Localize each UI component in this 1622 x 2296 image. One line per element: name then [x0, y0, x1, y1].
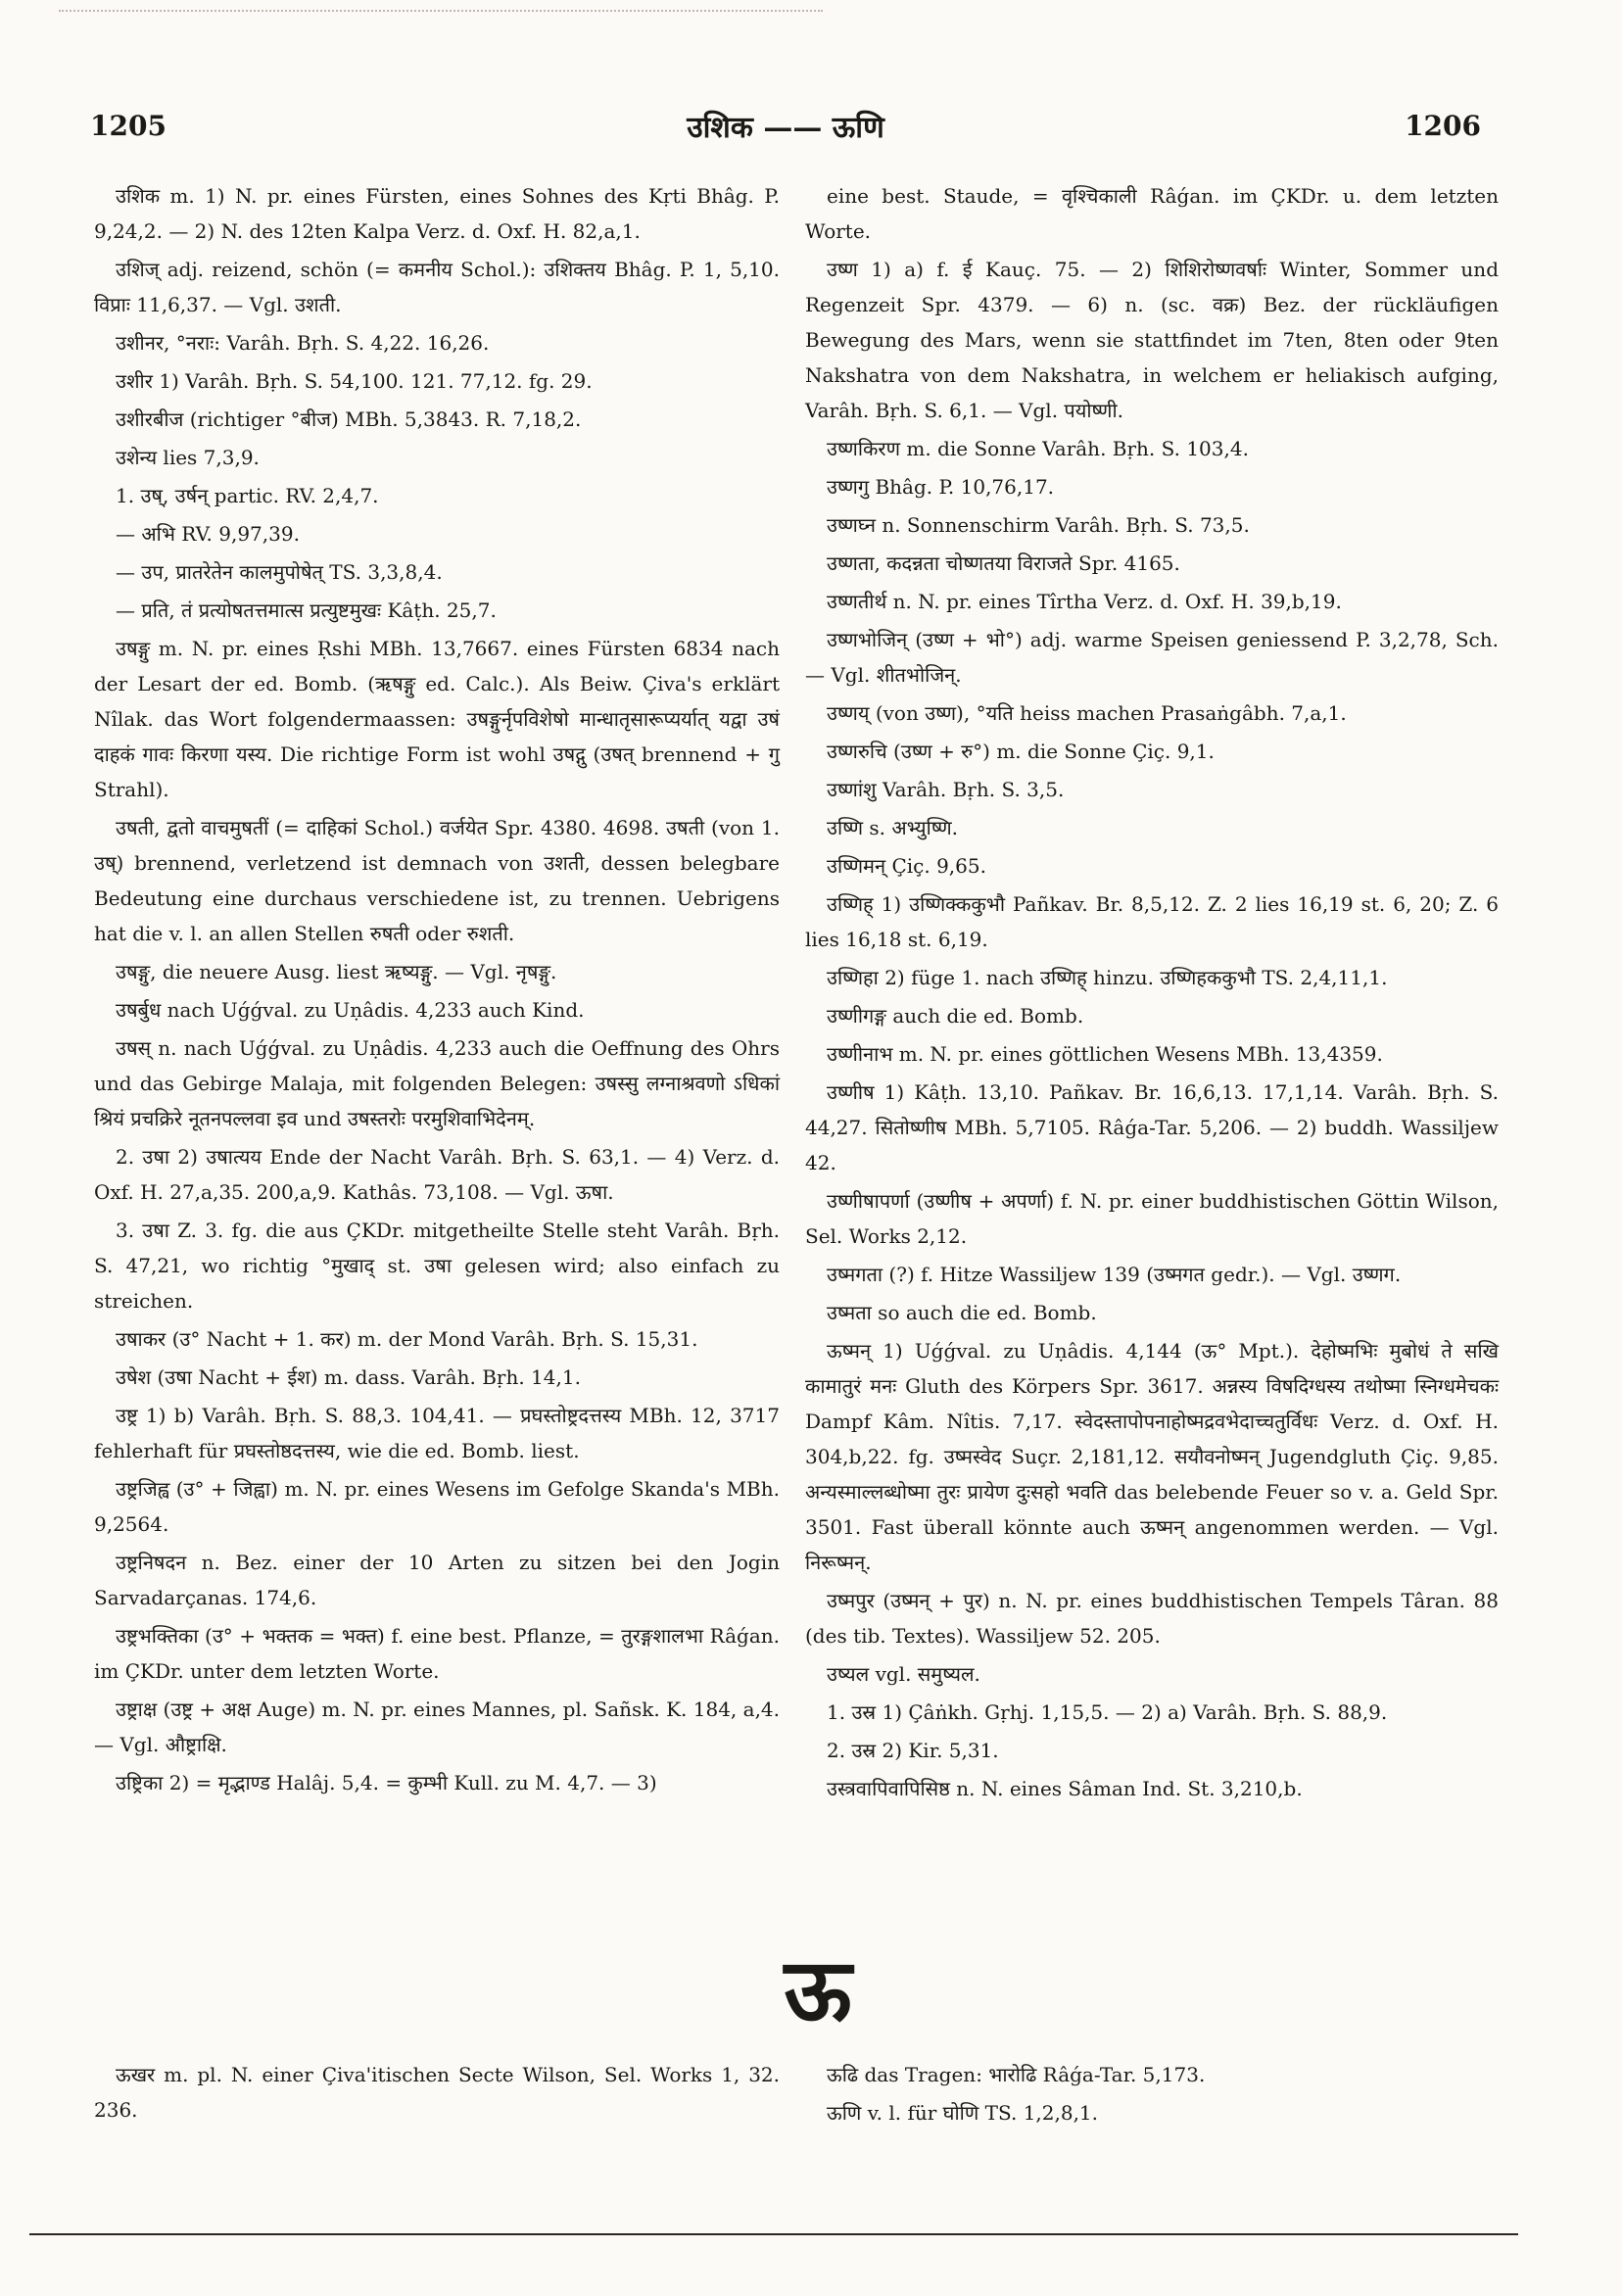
dictionary-entry: उष्ट्रभक्तिका (उ° + भक्तक = भक्त) f. eine best. Pflanze, = तुरङ्गशालभा Râǵan. im ÇKDr. unter dem letzten Worte. [94, 1624, 780, 1683]
running-title: उशिक —— ऊणि [687, 111, 884, 145]
dictionary-entry: उशिज् adj. reizend, schön (= कमनीय Schol.): उशिक्तय Bhâg. P. 1, 5,10. विप्राः 11,6,37. — Vgl. उशती. [94, 258, 780, 316]
dictionary-entry: उष्मपुर (उष्मन् + पुर) n. N. pr. eines buddhistischen Tempels Târan. 88 (des tib. Textes). Wassiljew 52. 205. [805, 1589, 1499, 1648]
dictionary-entry: उष्णतीर्थ n. N. pr. eines Tîrtha Verz. d. Oxf. H. 39,b,19. [827, 590, 1342, 613]
dictionary-entry: उशीर 1) Varâh. Bṛh. S. 54,100. 121. 77,12. fg. 29. [116, 369, 593, 393]
dictionary-entry: उषती, द्वतो वाचमुषतीं (= दाहिकां Schol.) वर्जयेत Spr. 4380. 4698. उषती (von 1. उष्) brennend, verletzend ist demnach von उशती, dessen belegbare Bedeutung eine durchaus verschiedene ist, zu trennen. Uebrigens hat die v. l. an allen Stellen रुषती oder रुशती. [94, 816, 780, 945]
dictionary-entry: eine best. Staude, = वृश्चिकाली Râǵan. im ÇKDr. u. dem letzten Worte. [805, 184, 1499, 243]
dictionary-entry: उष्णय् (von उष्ण), °यति heiss machen Prasaṅgâbh. 7,a,1. [827, 701, 1347, 725]
dictionary-entry: ऊणि v. l. für घोणि TS. 1,2,8,1. [827, 2101, 1099, 2125]
left-column [94, 178, 780, 1803]
dictionary-entry: उष्णीषापर्णा (उष्णीष + अपर्णा) f. N. pr. einer buddhistischen Göttin Wilson, Sel. Works 2,12. [805, 1189, 1499, 1248]
dictionary-entry: उशीरबीज (richtiger °बीज) MBh. 5,3843. R. 7,18,2. [116, 407, 582, 431]
dictionary-entry: उष्णरुचि (उष्ण + रु°) m. die Sonne Çiç. 9,1. [827, 740, 1215, 763]
dictionary-entry: ऊष्मन् 1) Uǵǵval. zu Uṇâdis. 4,144 (ऊ° Mpt.). देहोष्मभिः मुबोधं ते सखि कामातुरं मनः Gluth des Körpers Spr. 3617. अन्नस्य विषदिग्धस्य तथोष्मा स्निग्धमेचकः Dampf Kâm. Nîtis. 7,17. स्वेदस्तापोपनाहोष्मद्रवभेदाच्चतुर्विधः Verz. d. Oxf. H. 304,b,22. fg. उष्मस्वेद Suçr. 2,181,12. सयौवनोष्मन् Jugendgluth Çiç. 9,85. अन्यस्माल्लब्धोष्मा तुरः प्रायेण दुःसहो भवति das belebende Feuer so v. a. Geld Spr. 3501. Fast überall könnte auch ऊष्मन् angenommen werden. — Vgl. निरूष्मन्. [805, 1339, 1499, 1574]
page-number-left: 1205 [90, 110, 167, 142]
dictionary-entry: उशिक m. 1) N. pr. eines Fürsten, eines Sohnes des Kṛti Bhâg. P. 9,24,2. — 2) N. des 12ten Kalpa Verz. d. Oxf. H. 82,a,1. [94, 184, 780, 243]
dictionary-entry: उष्णता, कदन्नता चोष्णतया विराजते Spr. 4165. [827, 551, 1180, 575]
dictionary-entry: उषङ्गु m. N. pr. eines Ṛshi MBh. 13,7667. eines Fürsten 6834 nach der Lesart der ed. Bomb. (ऋषङ्गु ed. Calc.). Als Beiw. Çiva's erklärt Nîlak. das Wort folgendermaassen: उषङ्गुर्नृपविशेषो मान्धातृसारूप्यर्यात् यद्वा उषं दाहकं गावः किरणा यस्य. Die richtige Form ist wohl उषद्गु (उषत् brennend + गु Strahl). [94, 637, 780, 801]
scan-top-edge [59, 10, 823, 16]
dictionary-entry: उष्ट्रिका 2) = मृद्भाण्ड Halâj. 5,4. = कुम्भी Kull. zu M. 4,7. — 3) [116, 1771, 657, 1794]
bottom-left-column [94, 2057, 780, 2130]
dictionary-entry: उष्ट्रजिह्व (उ° + जिह्वा) m. N. pr. eines Wesens im Gefolge Skanda's MBh. 9,2564. [94, 1477, 780, 1536]
dictionary-entry: उषर्बुध nach Uǵǵval. zu Uṇâdis. 4,233 auch Kind. [116, 998, 585, 1022]
dictionary-entry: ऊखर m. pl. N. einer Çiva'itischen Secte Wilson, Sel. Works 1, 32. 236. [94, 2063, 780, 2122]
dictionary-entry: उशेन्य lies 7,3,9. [116, 446, 260, 469]
dictionary-entry: उष्ट्रनिषदन n. Bez. einer der 10 Arten zu sitzen bei den Jogin Sarvadarçanas. 174,6. [94, 1551, 780, 1609]
dictionary-entry: 1. उस्र 1) Çâṅkh. Gṛhj. 1,15,5. — 2) a) Varâh. Bṛh. S. 88,9. [827, 1700, 1388, 1724]
dictionary-entry: उष्णि s. अभ्युष्णि. [827, 816, 959, 839]
dictionary-entry: उष्यल vgl. समुष्यल. [827, 1662, 980, 1686]
section-letter: ऊ [784, 1938, 852, 2040]
dictionary-entry: उष्णभोजिन् (उष्ण + भो°) adj. warme Speisen geniessend P. 3,2,78, Sch. — Vgl. शीतभोजिन्. [805, 628, 1499, 687]
dictionary-entry: उष्णीष 1) Kâṭh. 13,10. Pañkav. Br. 16,6,13. 17,1,14. Varâh. Bṛh. S. 44,27. सितोष्णीष MBh. 5,7105. Râǵa-Tar. 5,206. — 2) buddh. Wassiljew 42. [805, 1080, 1499, 1174]
dictionary-entry: उष्मगता (?) f. Hitze Wassiljew 139 (उष्मगत gedr.). — Vgl. उष्णग. [827, 1263, 1402, 1286]
dictionary-entry: 2. उषा 2) उषात्यय Ende der Nacht Varâh. Bṛh. S. 63,1. — 4) Verz. d. Oxf. H. 27,a,35. 200,a,9. Kathâs. 73,108. — Vgl. ऊषा. [94, 1145, 780, 1204]
bottom-rule [29, 2233, 1518, 2235]
bottom-right-column [805, 2057, 1499, 2133]
dictionary-entry: उषस् n. nach Uǵǵval. zu Uṇâdis. 4,233 auch die Oeffnung des Ohrs und das Gebirge Malaja, mit folgenden Belegen: उषस्सु लग्नाश्रवणो ऽधिकां श्रियं प्रचक्रिरे नूतनपल्लवा इव und उषस्तरोः परमुशिवाभिदेनम्. [94, 1036, 780, 1130]
dictionary-entry: उष्णीगङ्ग auch die ed. Bomb. [827, 1004, 1084, 1028]
dictionary-entry: उष्ट्र 1) b) Varâh. Bṛh. S. 88,3. 104,41. — प्रघस्तोष्ट्रदत्तस्य MBh. 12, 3717 fehlerhaft für प्रघस्तोष्ठदत्तस्य, wie die ed. Bomb. liest. [94, 1404, 780, 1462]
dictionary-entry: 2. उस्र 2) Kir. 5,31. [827, 1739, 999, 1762]
dictionary-entry: उष्णीनाभ m. N. pr. eines göttlichen Wesens MBh. 13,4359. [827, 1042, 1383, 1066]
dictionary-entry: 1. उष्, उर्षन् partic. RV. 2,4,7. [116, 484, 379, 507]
dictionary-entry: उषाकर (उ° Nacht + 1. कर) m. der Mond Varâh. Bṛh. S. 15,31. [116, 1327, 698, 1351]
dictionary-entry: उष्णिहा 2) füge 1. nach उष्णिह् hinzu. उष्णिहककुभौ TS. 2,4,11,1. [827, 966, 1388, 989]
page-header [90, 110, 1481, 159]
dictionary-entry: उष्ण 1) a) f. ई Kauç. 75. — 2) शिशिरोष्णवर्षाः Winter, Sommer und Regenzeit Spr. 4379. — 6) n. (sc. वक्र) Bez. der rückläufigen Bewegung des Mars, wenn sie stattfindet im 7ten, 8ten oder 9ten Nakshatra von dem Nakshatra, in welchem er heliakisch aufging, Varâh. Bṛh. S. 6,1. — Vgl. पयोष्णी. [805, 258, 1499, 422]
dictionary-entry: ऊढि das Tragen: भारोढि Râǵa-Tar. 5,173. [827, 2063, 1206, 2086]
dictionary-entry: उषङ्गु, die neuere Ausg. liest ऋष्यङ्गु. — Vgl. नृषङ्गु. [116, 960, 557, 983]
dictionary-entry: — अभि RV. 9,97,39. [116, 522, 300, 546]
dictionary-entry: उषेश (उषा Nacht + ईश) m. dass. Varâh. Bṛh. 14,1. [116, 1365, 581, 1389]
dictionary-entry: उष्णिमन् Çiç. 9,65. [827, 854, 986, 878]
dictionary-entry: उष्णांशु Varâh. Bṛh. S. 3,5. [827, 778, 1065, 801]
dictionary-entry: उष्ट्राक्ष (उष्ट्र + अक्ष Auge) m. N. pr. eines Mannes, pl. Sañsk. K. 184, a,4. — Vgl. औष्ट्राक्षि. [94, 1698, 781, 1756]
dictionary-entry: 3. उषा Z. 3. fg. die aus ÇKDr. mitgetheilte Stelle steht Varâh. Bṛh. S. 47,21, wo richtig °मुखाद् st. उषा gelesen wird; also einfach zu streichen. [94, 1219, 780, 1313]
dictionary-entry: — उप, प्रातरेतेन कालमुपोषेत् TS. 3,3,8,4. [116, 560, 443, 584]
page-number-right: 1206 [1405, 110, 1481, 142]
dictionary-entry: उष्णगु Bhâg. P. 10,76,17. [827, 475, 1055, 499]
dictionary-entry: उष्णकिरण m. die Sonne Varâh. Bṛh. S. 103,4. [827, 437, 1249, 460]
dictionary-entry: उष्मता so auch die ed. Bomb. [827, 1301, 1097, 1324]
dictionary-entry: उष्णघ्न n. Sonnenschirm Varâh. Bṛh. S. 73,5. [827, 513, 1250, 537]
right-column [805, 178, 1499, 1809]
dictionary-entry: उस्त्रवापिवापिसिष्ठ n. N. eines Sâman Ind. St. 3,210,b. [827, 1777, 1303, 1800]
dictionary-entry: उष्णिह् 1) उष्णिक्ककुभौ Pañkav. Br. 8,5,12. Z. 2 lies 16,19 st. 6, 20; Z. 6 lies 16,18 st. 6,19. [805, 892, 1499, 951]
dictionary-entry: उशीनर, °नराः: Varâh. Bṛh. S. 4,22. 16,26. [116, 331, 490, 355]
dictionary-entry: — प्रति, तं प्रत्योषतत्तमात्स प्रत्युष्टमुखः Kâṭh. 25,7. [116, 598, 497, 622]
